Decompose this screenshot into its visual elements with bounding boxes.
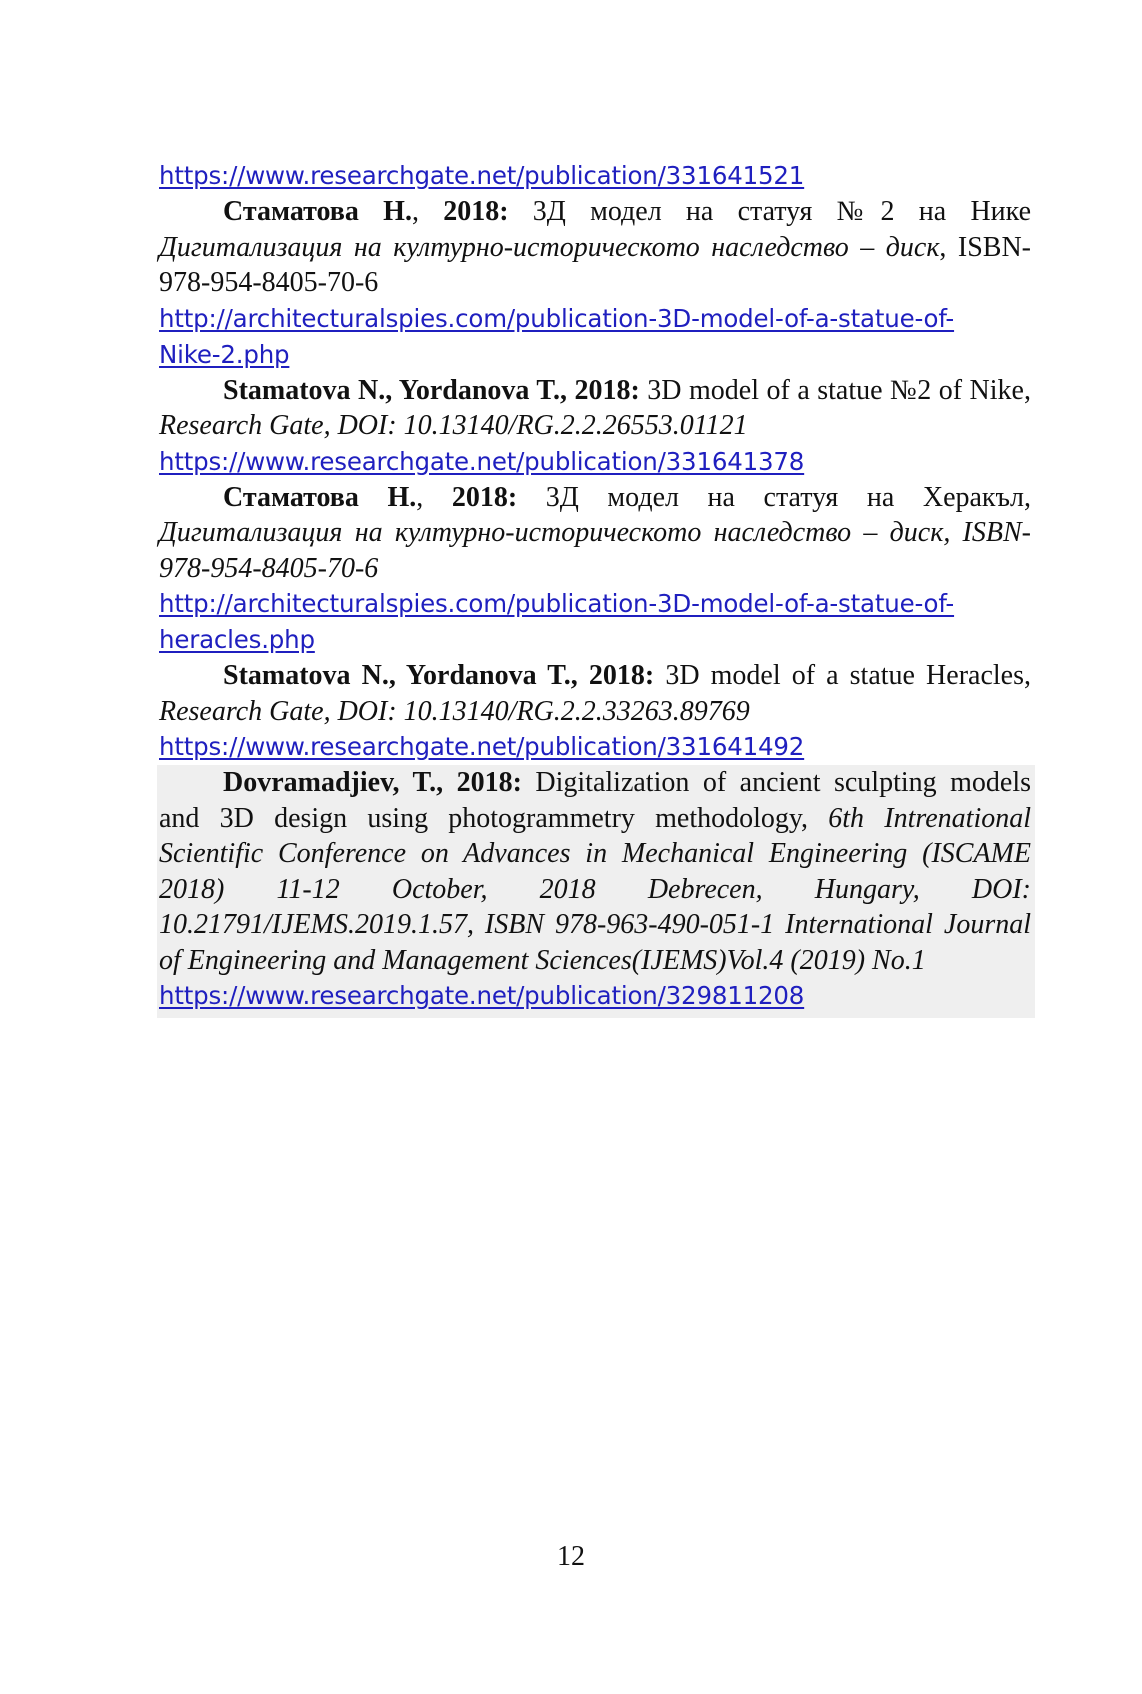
reference-entry bbox=[159, 373, 1031, 444]
reference-source: Research Gate, DOI: 10.13140/RG.2.2.33263.89769 bbox=[159, 695, 750, 727]
reference-list bbox=[159, 158, 1031, 1018]
reference-entry bbox=[159, 480, 1031, 587]
reference-link-continued[interactable]: Nike-2.php bbox=[159, 339, 290, 369]
reference-link[interactable]: https://www.researchgate.net/publication/331641492 bbox=[159, 732, 805, 761]
reference-link[interactable]: http://architecturalspies.com/publication-3D-model-of-a-statue-of- bbox=[159, 303, 955, 333]
reference-link[interactable]: https://www.researchgate.net/publication/329811208 bbox=[159, 981, 805, 1010]
reference-source: Дигитализация на културно-историческото наследство – диск, ISBN-978-954-8405-70-6 bbox=[159, 517, 1031, 584]
reference-year: 2018: bbox=[451, 481, 518, 513]
reference-authors: Стаматова Н. bbox=[223, 481, 417, 513]
reference-link[interactable]: https://www.researchgate.net/publication/331641378 bbox=[159, 446, 805, 476]
reference-entry bbox=[159, 765, 1031, 978]
page-number: 12 bbox=[557, 1541, 585, 1572]
reference-tail: , ISBN-978-954-8405-70-6 bbox=[159, 231, 1031, 298]
reference-source: Research Gate, DOI: 10.13140/RG.2.2.26553.01121 bbox=[159, 410, 748, 441]
highlighted-reference bbox=[157, 765, 1035, 1018]
reference-title: 3D model of a statue Heracles, bbox=[654, 660, 1031, 691]
reference-authors: Dovramadjiev, T., 2018: bbox=[223, 767, 522, 798]
reference-separator: , bbox=[416, 481, 452, 513]
reference-link[interactable]: https://www.researchgate.net/publication/331641521 bbox=[159, 161, 805, 190]
reference-authors: Стаматова Н. bbox=[223, 196, 412, 227]
reference-link-continued[interactable]: heracles.php bbox=[159, 625, 315, 654]
reference-link[interactable]: http://architecturalspies.com/publication-3D-model-of-a-statue-of- bbox=[159, 589, 955, 618]
reference-source: Дигитализация на културно-историческото наследство – диск bbox=[159, 231, 940, 263]
reference-title: 3Д модел на статуя №2 на Нике bbox=[508, 196, 1032, 227]
reference-entry bbox=[159, 194, 1031, 301]
reference-authors: Stamatova N., Yordanova T., 2018: bbox=[223, 374, 640, 406]
reference-year: 2018: bbox=[443, 196, 509, 227]
reference-title: Digitalization of ancient sculpting models and 3D design using photogrammetry methodology, bbox=[159, 767, 1032, 834]
reference-title: 3D model of a statue №2 of Nike, bbox=[639, 374, 1031, 406]
reference-title: 3Д модел на статуя на Херакъл, bbox=[517, 481, 1031, 513]
reference-separator: , bbox=[411, 196, 444, 227]
reference-entry bbox=[159, 658, 1031, 729]
reference-source: 6th Intrenational Scientific Conference on Advances in Mechanical Engineering (ISCAME 2018) 11-12 October, 2018 Debrecen, Hungary, DOI: 10.21791/IJEMS.2019.1.57, ISBN 978-963-490-051-1 International Journal of Engineering and Management Sciences(IJEMS)Vol.4 (2019) No.1 bbox=[159, 802, 1031, 976]
reference-authors: Stamatova N., Yordanova T., 2018: bbox=[223, 660, 655, 691]
